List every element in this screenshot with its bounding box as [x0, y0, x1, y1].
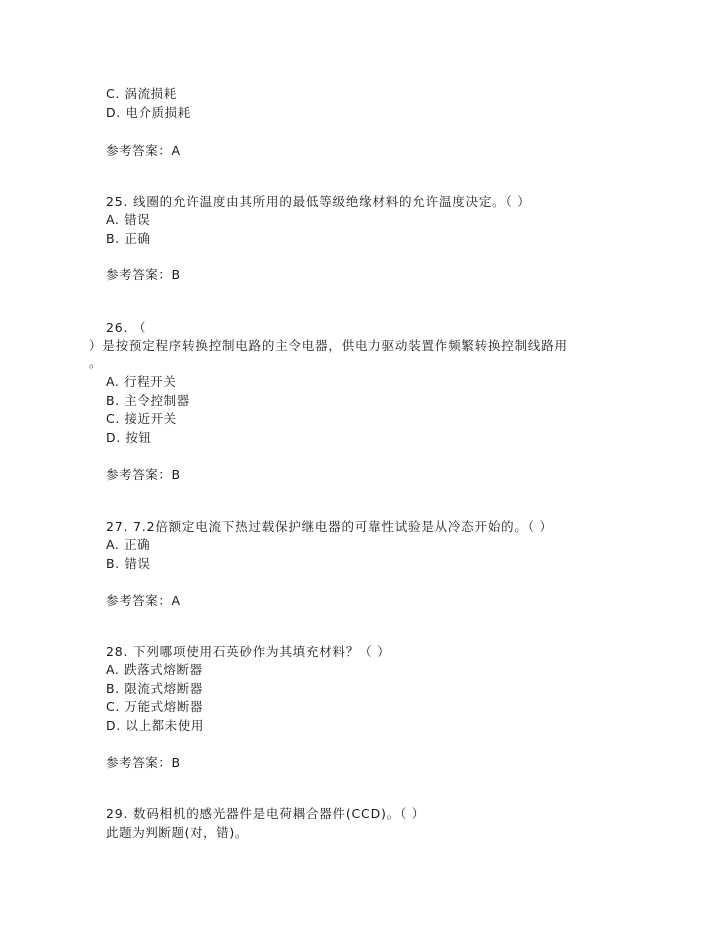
option-c: C. 万能式熔断器	[106, 699, 204, 714]
reference-answer: 参考答案：B	[106, 267, 181, 282]
reference-answer: 参考答案：A	[106, 143, 181, 158]
option-d: D. 电介质损耗	[106, 105, 191, 120]
option-d: D. 以上都未使用	[106, 718, 204, 733]
reference-answer: 参考答案：B	[106, 755, 181, 770]
reference-answer: 参考答案：B	[106, 467, 181, 482]
option-a: A. 行程开关	[106, 374, 177, 389]
question-26-line-3: 。	[89, 355, 103, 370]
option-c: C. 涡流损耗	[106, 86, 177, 101]
question-26-line-2: ）是按预定程序转换控制电路的主令电器，供电力驱动装置作频繁转换控制线路用	[89, 338, 568, 353]
option-b: B. 限流式熔断器	[106, 681, 203, 696]
option-c: C. 接近开关	[106, 411, 177, 426]
option-b: B. 主令控制器	[106, 393, 190, 408]
option-d: D. 按钮	[106, 430, 152, 445]
option-a: A. 正确	[106, 537, 151, 552]
option-b: B. 正确	[106, 231, 151, 246]
question-28: 28. 下列哪项使用石英砂作为其填充材料？（ ）	[106, 644, 391, 659]
reference-answer: 参考答案：A	[106, 593, 181, 608]
option-a: A. 跌落式熔断器	[106, 662, 203, 677]
question-note: 此题为判断题(对，错)。	[106, 825, 248, 840]
question-25: 25. 线圈的允许温度由其所用的最低等级绝缘材料的允许温度决定。（ ）	[106, 194, 531, 209]
question-29: 29. 数码相机的感光器件是电荷耦合器件(CCD)。（ ）	[106, 806, 426, 821]
option-a: A. 错误	[106, 212, 151, 227]
question-27: 27. 7.2倍额定电流下热过载保护继电器的可靠性试验是从冷态开始的。（ ）	[106, 519, 553, 534]
question-26-line-1: 26. （	[106, 320, 147, 335]
option-b: B. 错误	[106, 556, 151, 571]
